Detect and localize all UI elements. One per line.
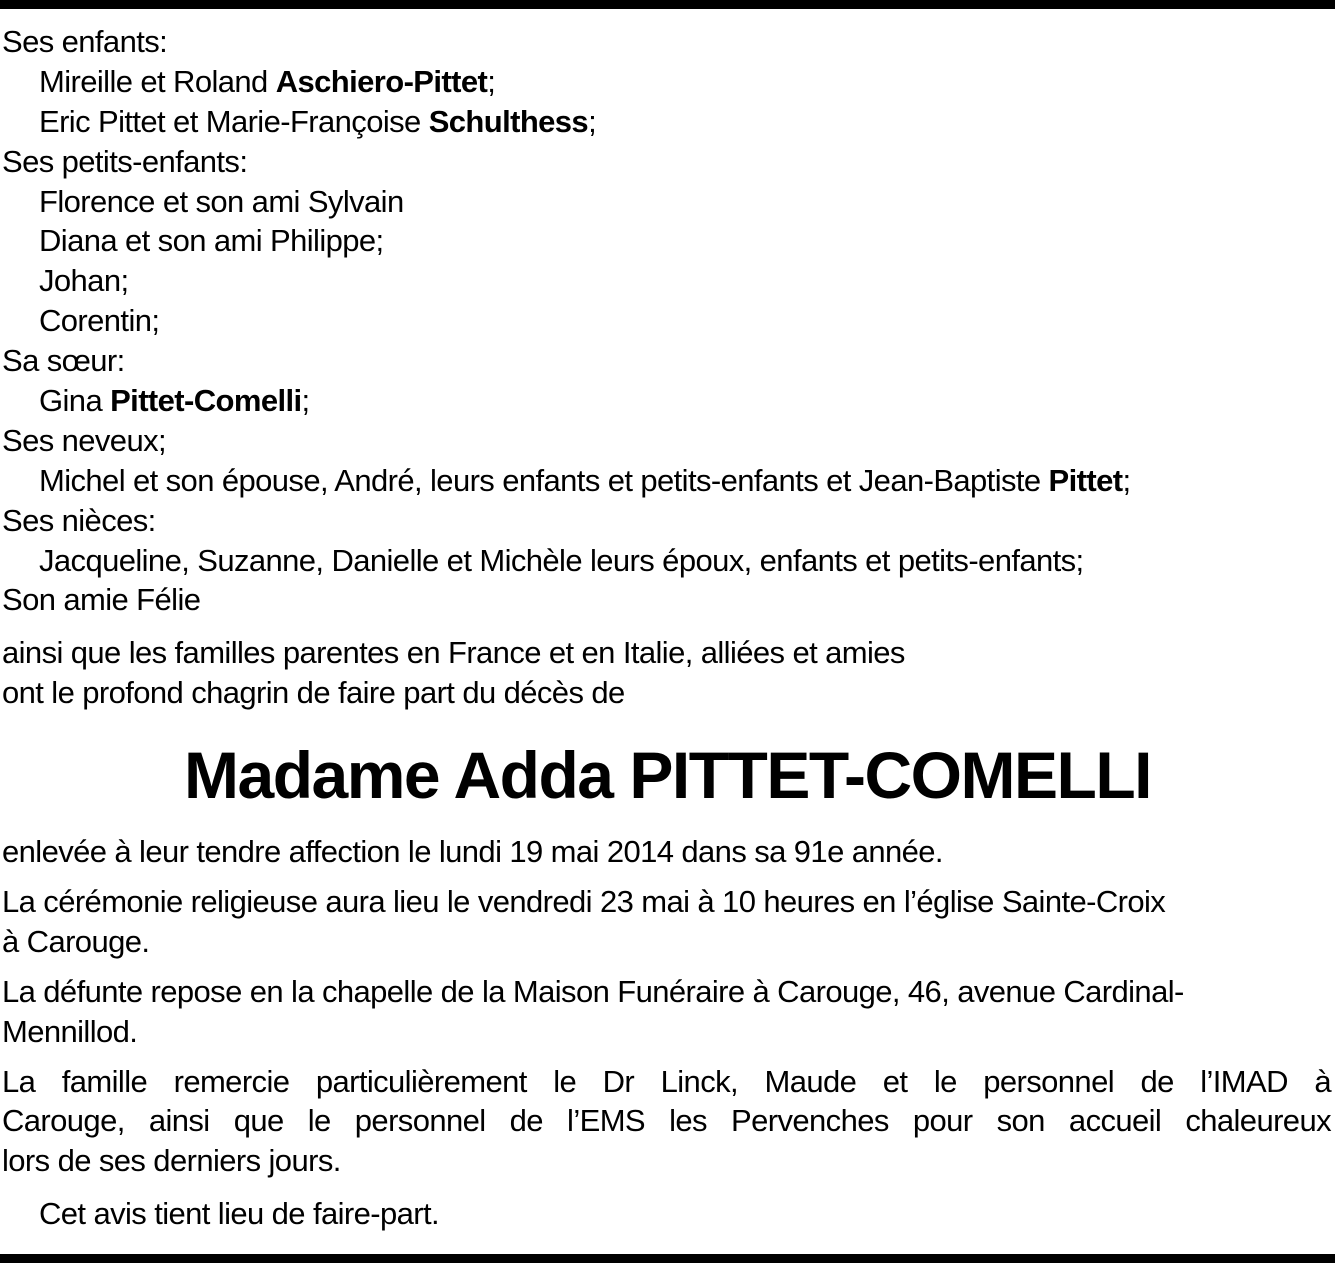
grandchild-line-2: Diana et son ami Philippe; — [39, 223, 384, 259]
nieces-label: Ses nièces: — [2, 502, 156, 538]
spacer — [2, 814, 1333, 832]
surname-bold: Schulthess — [428, 103, 589, 139]
nephews-line: Michel et son épouse, André, leurs enfants et petits-enfants et Jean-Baptiste Pittet; — [39, 462, 1131, 498]
obituary-notice — [2, 22, 1333, 1234]
child-line-1: Mireille et Roland Aschiero-Pittet; — [39, 63, 496, 99]
thanks-paragraph-line-3: lors de ses derniers jours. — [2, 1143, 341, 1179]
grandchild-line-3: Johan; — [39, 263, 129, 299]
grandchild-line-1: Florence et son ami Sylvain — [39, 183, 404, 219]
grandchild-line-4: Corentin; — [39, 303, 160, 339]
ceremony-paragraph-line-2: à Carouge. — [2, 923, 150, 959]
spacer — [2, 713, 1333, 736]
bottom-border-rule — [0, 1254, 1335, 1263]
thanks-paragraph-line-1: La famille remercie particulièrement le Dr Linck, Maude et le personnel de l’IMAD à — [2, 1063, 1331, 1099]
sister-label: Sa sœur: — [2, 343, 125, 379]
nieces-line: Jacqueline, Suzanne, Danielle et Michèle leurs époux, enfants et petits-enfants; — [39, 542, 1084, 578]
top-border-rule — [0, 0, 1335, 9]
spacer — [2, 872, 1333, 882]
rest-paragraph-line-2: Mennillod. — [2, 1013, 138, 1049]
announcement-line-2: ont le profond chagrin de faire part du décès de — [2, 675, 625, 711]
death-paragraph: enlevée à leur tendre affection le lundi 19 mai 2014 dans sa 91e année. — [2, 834, 943, 870]
spacer — [2, 962, 1333, 972]
nephews-label: Ses neveux; — [2, 422, 167, 458]
spacer — [2, 1181, 1333, 1194]
spacer — [2, 620, 1333, 633]
notice-line: Cet avis tient lieu de faire-part. — [39, 1196, 440, 1232]
ceremony-paragraph-line-1: La cérémonie religieuse aura lieu le vendredi 23 mai à 10 heures en l’église Sainte-Croix — [2, 884, 1166, 920]
deceased-name-heading: Madame Adda PITTET-COMELLI — [184, 738, 1151, 813]
thanks-paragraph-line-2: Carouge, ainsi que le personnel de l’EMS les Pervenches pour son accueil chaleureux — [2, 1103, 1331, 1139]
grandchildren-label: Ses petits-enfants: — [2, 143, 248, 179]
spacer — [2, 1052, 1333, 1062]
surname-bold: Pittet — [1048, 462, 1123, 498]
surname-bold: Aschiero-Pittet — [275, 63, 488, 99]
child-line-2: Eric Pittet et Marie-Françoise Schulthess; — [39, 103, 597, 139]
rest-paragraph-line-1: La défunte repose en la chapelle de la Maison Funéraire à Carouge, 46, avenue Cardinal- — [2, 973, 1184, 1009]
friend-line: Son amie Félie — [2, 582, 201, 618]
sister-line: Gina Pittet-Comelli; — [39, 383, 310, 419]
children-label: Ses enfants: — [2, 24, 168, 59]
surname-bold: Pittet-Comelli — [110, 383, 302, 419]
announcement-line-1: ainsi que les familles parentes en France et en Italie, alliées et amies — [2, 635, 905, 671]
